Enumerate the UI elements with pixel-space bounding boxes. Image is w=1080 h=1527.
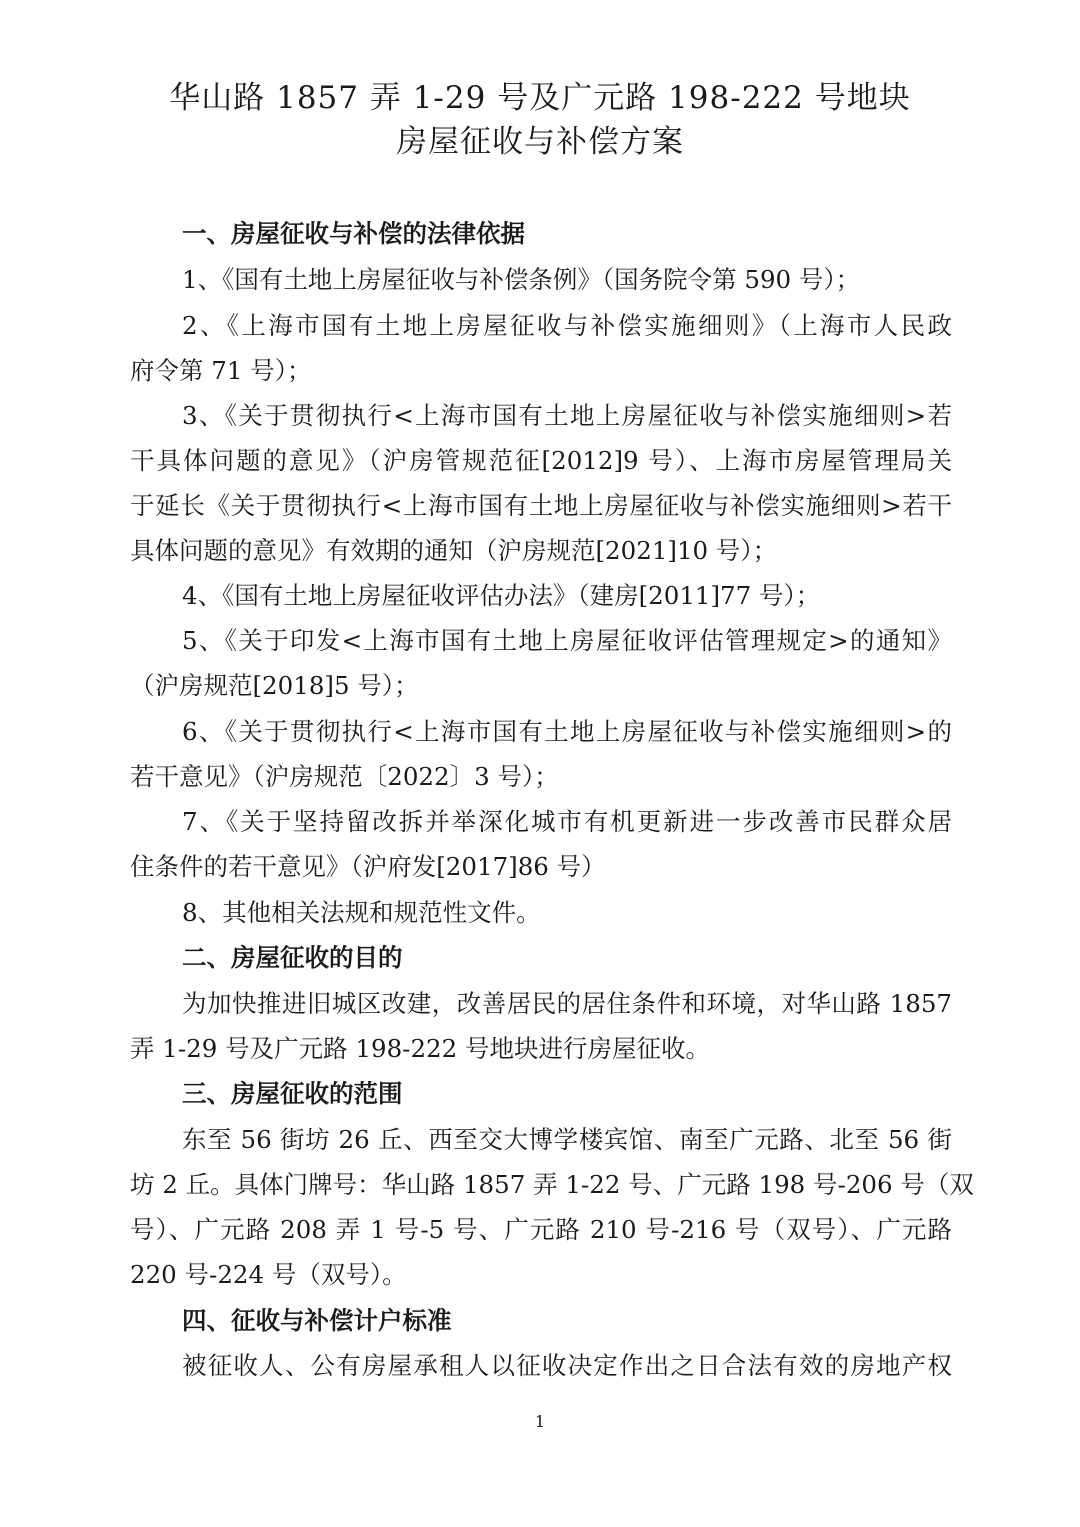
paragraph-line: 坊 2 丘。具体门牌号：华山路 1857 弄 1-22 号、广元路 198 号-206 号（双: [130, 1170, 974, 1199]
paragraph-line: 弄 1-29 号及广元路 198-222 号地块进行房屋征收。: [130, 1034, 710, 1063]
paragraph-line: 府令第 71 号）；: [130, 356, 312, 385]
paragraph-line: 8、其他相关法规和规范性文件。: [182, 898, 541, 927]
paragraph-line: 号）、广元路 208 弄 1 号-5 号、广元路 210 号-216 号（双号）、广元路: [130, 1215, 952, 1244]
paragraph-line: 为加快推进旧城区改建，改善居民的居住条件和环境，对华山路 1857: [182, 989, 952, 1018]
paragraph-line: 于延长《关于贯彻执行<上海市国有土地上房屋征收与补偿实施细则>若干: [130, 491, 952, 520]
paragraph-line: 4、《国有土地上房屋征收评估办法》（建房[2011]77 号）；: [182, 581, 821, 610]
paragraph-line: 2、《上海市国有土地上房屋征收与补偿实施细则》（上海市人民政: [182, 311, 952, 340]
paragraph-line: 被征收人、公有房屋承租人以征收决定作出之日合法有效的房地产权: [182, 1351, 952, 1380]
paragraph-line: 6、《关于贯彻执行<上海市国有土地上房屋征收与补偿实施细则>的: [182, 717, 952, 746]
document-title-line1: 华山路 1857 弄 1-29 号及广元路 198-222 号地块: [169, 80, 911, 116]
paragraph-line: 3、《关于贯彻执行<上海市国有土地上房屋征收与补偿实施细则>若: [182, 401, 952, 430]
paragraph-line: 具体问题的意见》有效期的通知（沪房规范[2021]10 号）；: [130, 536, 778, 565]
section-heading: 四、征收与补偿计户标准: [182, 1306, 452, 1335]
paragraph-line: 1、《国有土地上房屋征收与补偿条例》（国务院令第 590 号）；: [182, 265, 861, 294]
paragraph-line: （沪房规范[2018]5 号）；: [130, 671, 419, 700]
section-heading: 一、房屋征收与补偿的法律依据: [182, 219, 525, 248]
paragraph-line: 5、《关于印发<上海市国有土地上房屋征收评估管理规定>的通知》: [182, 626, 952, 655]
paragraph-line: 干具体问题的意见》（沪房管规范征[2012]9 号）、上海市房屋管理局关: [130, 446, 952, 475]
section-heading: 二、房屋征收的目的: [182, 943, 403, 972]
section-heading: 三、房屋征收的范围: [182, 1079, 403, 1108]
page-number: 1: [534, 1412, 546, 1431]
paragraph-line: 若干意见》（沪房规范〔2022〕3 号）；: [130, 762, 559, 791]
document-title-line2: 房屋征收与补偿方案: [396, 124, 684, 160]
paragraph-line: 220 号-224 号（双号）。: [130, 1260, 407, 1289]
paragraph-line: 东至 56 街坊 26 丘、西至交大博学楼宾馆、南至广元路、北至 56 街: [182, 1125, 952, 1154]
paragraph-line: 7、《关于坚持留改拆并举深化城市有机更新进一步改善市民群众居: [182, 807, 952, 836]
paragraph-line: 住条件的若干意见》（沪府发[2017]86 号）: [130, 852, 606, 881]
